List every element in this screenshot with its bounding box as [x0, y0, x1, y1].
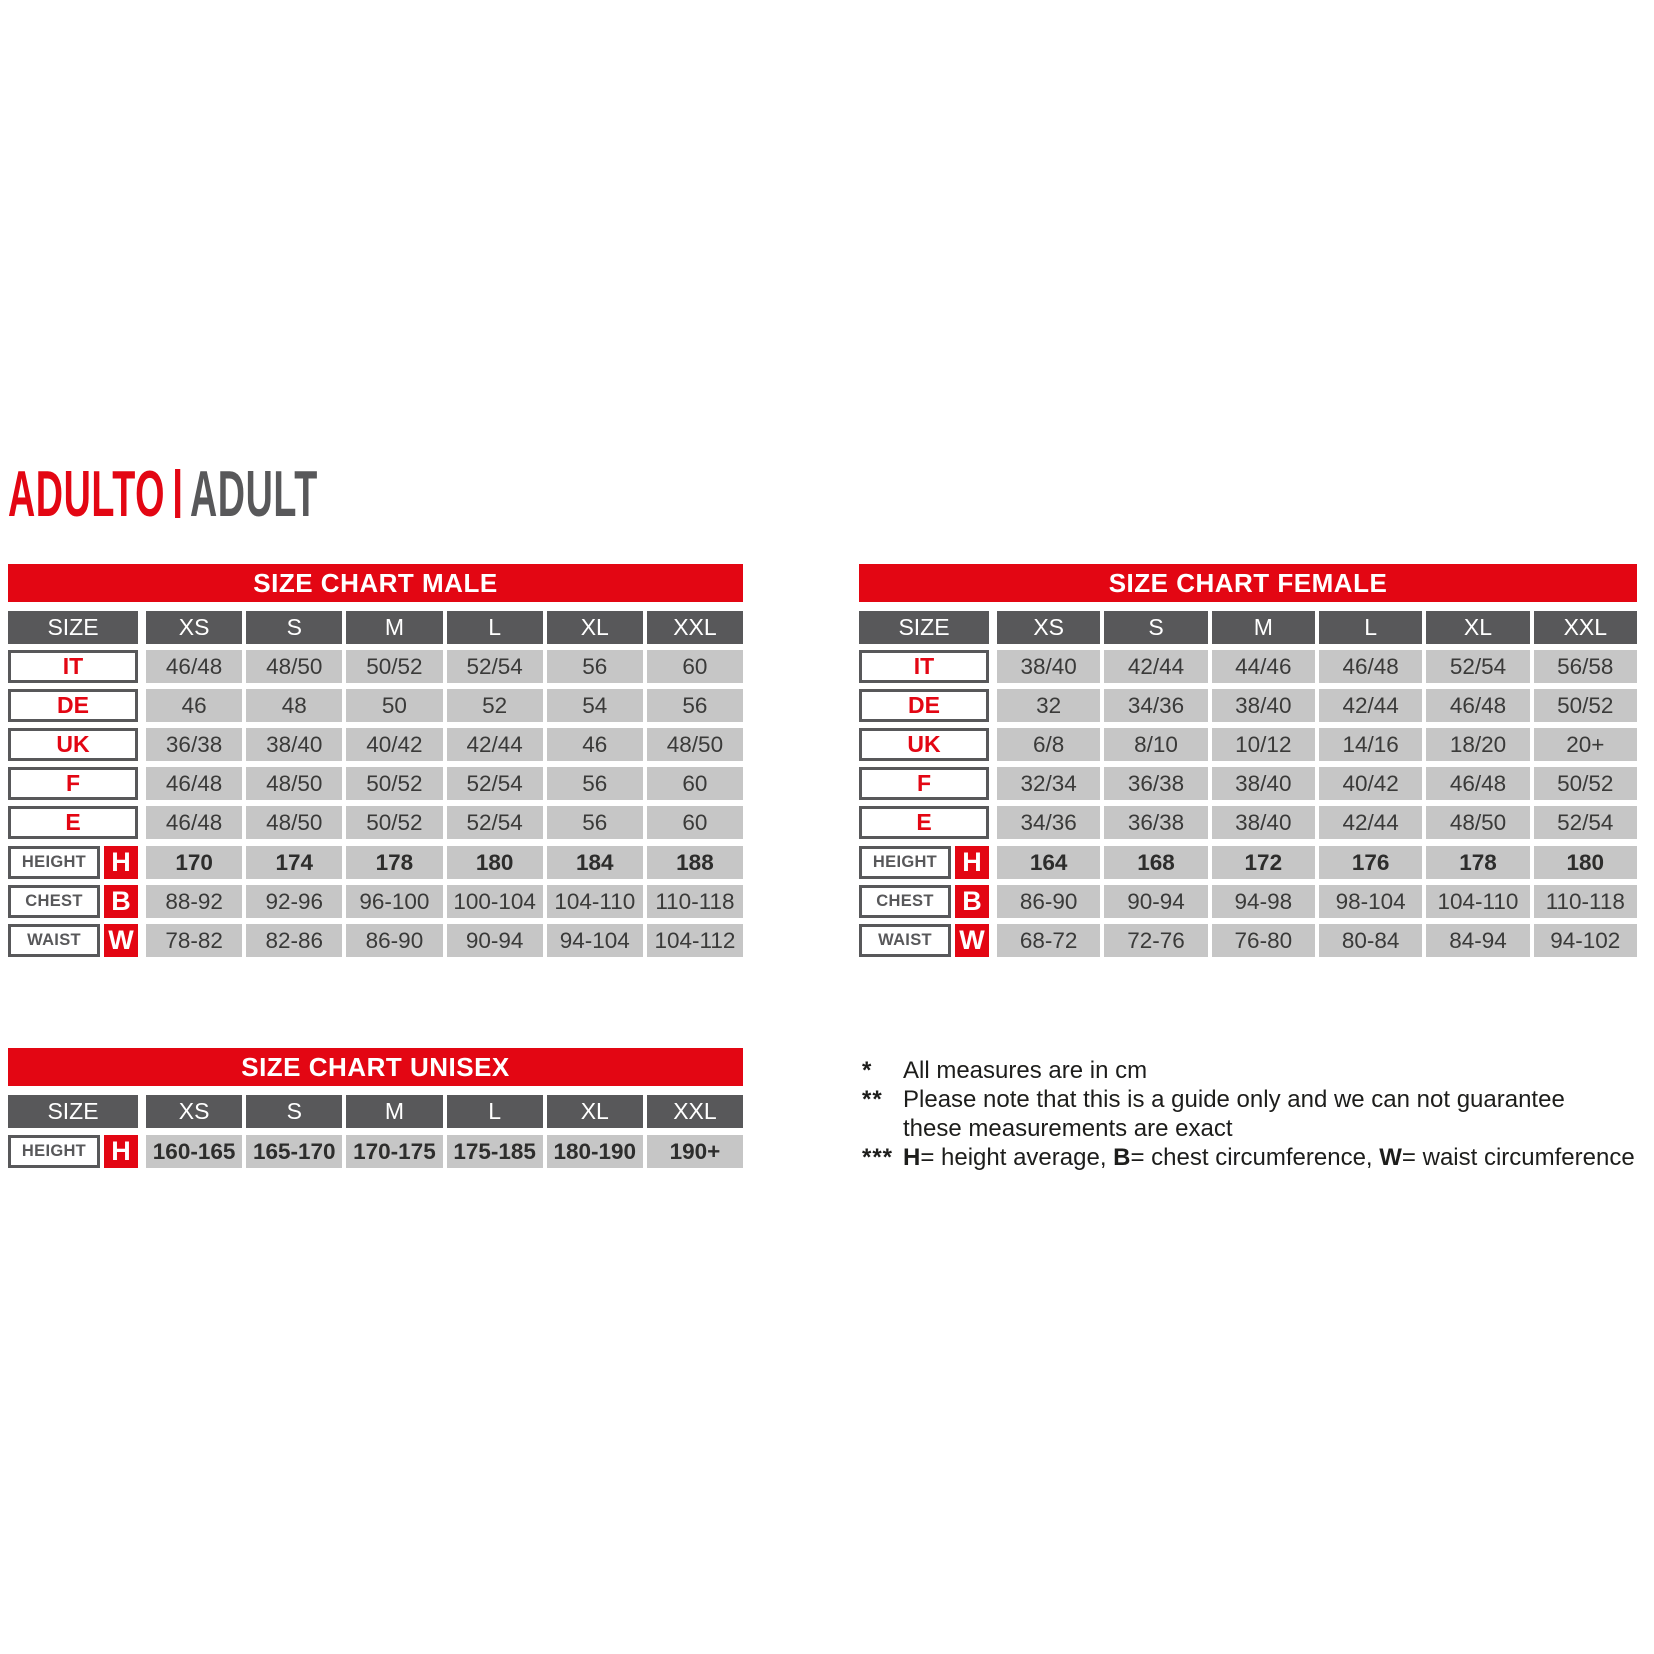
size-value-cell: 46/48	[146, 806, 242, 839]
size-region-label: DE	[859, 689, 989, 722]
footnote	[862, 1143, 1654, 1172]
measure-label-wrap	[859, 846, 989, 879]
footnote-text-part: = height average,	[920, 1144, 1114, 1171]
size-row	[859, 650, 1637, 683]
footnote-text	[903, 1056, 1654, 1085]
column-header-cell: XXL	[647, 611, 743, 644]
table-banner: SIZE CHART UNISEX	[8, 1048, 743, 1086]
measure-value-cell: 164	[997, 846, 1100, 879]
measure-label-wrap	[8, 924, 138, 957]
measure-value-cell: 180	[1534, 846, 1637, 879]
size-value-cell: 50/52	[1534, 767, 1637, 800]
footnote-text-part: All measures are in cm	[903, 1057, 1148, 1084]
size-chart-unisex	[8, 1048, 743, 1174]
measure-row-cells	[146, 846, 743, 879]
measure-label-wrap	[8, 885, 138, 918]
size-value-cell: 46	[146, 689, 242, 722]
measure-value-cell: 104-112	[647, 924, 743, 957]
size-value-cell: 50/52	[346, 767, 442, 800]
size-value-cell: 52/54	[1534, 806, 1637, 839]
footnote-marker: **	[862, 1086, 883, 1113]
column-header-cell: M	[346, 1095, 442, 1128]
measure-value-cell: 170	[146, 846, 242, 879]
measure-value-cell: 80-84	[1319, 924, 1422, 957]
size-value-cell: 42/44	[447, 728, 543, 761]
measure-value-cell: 172	[1212, 846, 1315, 879]
measure-value-cell: 84-94	[1426, 924, 1529, 957]
measure-letter-badge: B	[955, 885, 989, 918]
size-value-cell: 56	[547, 650, 643, 683]
size-value-cell: 36/38	[1104, 767, 1207, 800]
size-value-cell: 48/50	[647, 728, 743, 761]
measure-label-wrap	[859, 924, 989, 957]
size-value-cell: 56	[547, 806, 643, 839]
size-value-cell: 46/48	[146, 767, 242, 800]
size-row	[8, 650, 743, 683]
size-value-cell: 50/52	[346, 650, 442, 683]
measure-value-cell: 165-170	[246, 1135, 342, 1168]
size-value-cell: 50	[346, 689, 442, 722]
measure-value-cell: 86-90	[997, 885, 1100, 918]
measure-label: HEIGHT	[859, 846, 951, 879]
size-region-label: UK	[8, 728, 138, 761]
column-header-cell: XL	[1426, 611, 1529, 644]
footnote	[862, 1056, 1654, 1085]
size-value-cell: 46/48	[1426, 689, 1529, 722]
table-banner: SIZE CHART FEMALE	[859, 564, 1637, 602]
size-value-cell: 42/44	[1319, 689, 1422, 722]
footnote-text	[903, 1085, 1654, 1143]
size-column-header: SIZE	[8, 1095, 138, 1128]
measure-value-cell: 104-110	[547, 885, 643, 918]
measure-value-cell: 90-94	[1104, 885, 1207, 918]
title-divider	[175, 469, 180, 518]
size-value-cell: 40/42	[346, 728, 442, 761]
measure-value-cell: 110-118	[647, 885, 743, 918]
measure-value-cell: 180-190	[547, 1135, 643, 1168]
size-value-cell: 44/46	[1212, 650, 1315, 683]
size-row	[859, 806, 1637, 839]
page-title-secondary: ADULT	[190, 457, 318, 530]
measure-label: CHEST	[8, 885, 100, 918]
measure-letter-badge: H	[104, 846, 138, 879]
size-value-cell: 56/58	[1534, 650, 1637, 683]
column-header-cell: S	[246, 1095, 342, 1128]
measure-value-cell: 94-102	[1534, 924, 1637, 957]
measure-value-cell: 90-94	[447, 924, 543, 957]
measure-value-cell: 94-98	[1212, 885, 1315, 918]
measure-value-cell: 178	[346, 846, 442, 879]
size-value-cell: 10/12	[1212, 728, 1315, 761]
column-header-cell: XS	[146, 611, 242, 644]
measure-row-cells	[146, 924, 743, 957]
size-value-cell: 38/40	[997, 650, 1100, 683]
footnote-text-part: = chest circumference,	[1130, 1144, 1380, 1171]
size-column-header: SIZE	[859, 611, 989, 644]
size-value-cell: 60	[647, 806, 743, 839]
measure-label: HEIGHT	[8, 1135, 100, 1168]
footnote	[862, 1085, 1654, 1143]
measure-label-wrap	[859, 885, 989, 918]
measure-value-cell: 78-82	[146, 924, 242, 957]
measure-value-cell: 168	[1104, 846, 1207, 879]
measure-value-cell: 175-185	[447, 1135, 543, 1168]
footnote-text	[903, 1143, 1654, 1172]
column-header-cells	[146, 611, 743, 644]
column-header-cell: XS	[146, 1095, 242, 1128]
size-value-cell: 60	[647, 767, 743, 800]
size-region-label: IT	[859, 650, 989, 683]
size-value-cell: 38/40	[1212, 806, 1315, 839]
column-header-cell: L	[447, 1095, 543, 1128]
column-header-cell: M	[1212, 611, 1315, 644]
size-row	[8, 728, 743, 761]
size-column-header: SIZE	[8, 611, 138, 644]
size-value-cell: 50/52	[1534, 689, 1637, 722]
size-value-cell: 18/20	[1426, 728, 1529, 761]
measure-value-cell: 104-110	[1426, 885, 1529, 918]
size-value-cell: 8/10	[1104, 728, 1207, 761]
measure-section	[8, 1135, 743, 1168]
size-value-cell: 48/50	[246, 767, 342, 800]
size-value-cell: 48	[246, 689, 342, 722]
measure-value-cell: 180	[447, 846, 543, 879]
page-title-primary: ADULTO	[8, 457, 166, 530]
table-body	[8, 611, 743, 957]
measure-value-cell: 96-100	[346, 885, 442, 918]
measure-value-cell: 76-80	[1212, 924, 1315, 957]
footnote-key-letter: H	[903, 1144, 921, 1171]
size-value-cell: 36/38	[1104, 806, 1207, 839]
column-header-row	[8, 1095, 743, 1128]
size-row	[859, 767, 1637, 800]
measure-row-cells	[146, 1135, 743, 1168]
size-region-label: IT	[8, 650, 138, 683]
size-value-cell: 52/54	[447, 806, 543, 839]
measure-value-cell: 86-90	[346, 924, 442, 957]
column-header-cell: XL	[547, 611, 643, 644]
size-value-cell: 34/36	[1104, 689, 1207, 722]
measure-value-cell: 160-165	[146, 1135, 242, 1168]
size-value-cell: 46	[547, 728, 643, 761]
measure-row	[8, 885, 743, 918]
measure-value-cell: 110-118	[1534, 885, 1637, 918]
measure-value-cell: 176	[1319, 846, 1422, 879]
measure-label: WAIST	[8, 924, 100, 957]
measure-value-cell: 188	[647, 846, 743, 879]
size-value-cell: 40/42	[1319, 767, 1422, 800]
column-header-cell: XXL	[647, 1095, 743, 1128]
size-row	[859, 689, 1637, 722]
measure-row	[859, 924, 1637, 957]
measure-value-cell: 184	[547, 846, 643, 879]
measure-row-cells	[997, 924, 1637, 957]
measure-row-cells	[997, 885, 1637, 918]
measure-row-cells	[146, 885, 743, 918]
column-header-cell: M	[346, 611, 442, 644]
size-row	[8, 689, 743, 722]
size-value-cell: 38/40	[1212, 767, 1315, 800]
size-value-cell: 6/8	[997, 728, 1100, 761]
size-row-cells	[146, 689, 743, 722]
size-row-cells	[997, 806, 1637, 839]
size-region-label: UK	[859, 728, 989, 761]
size-row	[8, 806, 743, 839]
size-value-cell: 56	[647, 689, 743, 722]
footnote-marker: *	[862, 1057, 873, 1084]
measure-value-cell: 178	[1426, 846, 1529, 879]
size-value-cell: 32/34	[997, 767, 1100, 800]
size-value-cell: 60	[647, 650, 743, 683]
footnotes	[862, 1056, 1654, 1172]
measure-value-cell: 100-104	[447, 885, 543, 918]
column-header-cell: XXL	[1534, 611, 1637, 644]
column-header-cell: S	[246, 611, 342, 644]
measure-letter-badge: W	[104, 924, 138, 957]
footnote-marker: ***	[862, 1144, 894, 1171]
size-value-cell: 48/50	[1426, 806, 1529, 839]
size-row-cells	[146, 806, 743, 839]
table-body	[8, 1095, 743, 1168]
size-value-cell: 48/50	[246, 650, 342, 683]
size-value-cell: 52	[447, 689, 543, 722]
size-value-cell: 38/40	[246, 728, 342, 761]
size-value-cell: 46/48	[1319, 650, 1422, 683]
size-value-cell: 50/52	[346, 806, 442, 839]
footnote-line	[903, 1056, 1654, 1085]
size-row-cells	[997, 689, 1637, 722]
size-value-cell: 38/40	[1212, 689, 1315, 722]
size-value-cell: 14/16	[1319, 728, 1422, 761]
measure-row	[8, 1135, 743, 1168]
measure-letter-badge: H	[104, 1135, 138, 1168]
size-value-cell: 32	[997, 689, 1100, 722]
size-row-cells	[997, 767, 1637, 800]
size-row-cells	[146, 728, 743, 761]
table-body	[859, 611, 1637, 957]
column-header-cell: L	[1319, 611, 1422, 644]
measure-value-cell: 170-175	[346, 1135, 442, 1168]
measure-letter-badge: W	[955, 924, 989, 957]
measure-row-cells	[997, 846, 1637, 879]
measure-row	[8, 846, 743, 879]
measure-label-wrap	[8, 1135, 138, 1168]
size-row	[8, 767, 743, 800]
measure-value-cell: 72-76	[1104, 924, 1207, 957]
measure-letter-badge: B	[104, 885, 138, 918]
measure-value-cell: 92-96	[246, 885, 342, 918]
column-header-row	[859, 611, 1637, 644]
measure-value-cell: 190+	[647, 1135, 743, 1168]
size-row-cells	[997, 728, 1637, 761]
size-region-label: F	[8, 767, 138, 800]
measure-value-cell: 88-92	[146, 885, 242, 918]
size-row-cells	[997, 650, 1637, 683]
footnote-text-part: = waist circumference	[1401, 1144, 1635, 1171]
measure-row	[859, 885, 1637, 918]
footnote-text-part: Please note that this is a guide only and we can not guarantee	[903, 1086, 1565, 1113]
column-header-cell: L	[447, 611, 543, 644]
footnote-line	[903, 1114, 1654, 1143]
size-row-cells	[146, 767, 743, 800]
column-header-cells	[146, 1095, 743, 1128]
size-region-label: E	[859, 806, 989, 839]
size-value-cell: 46/48	[1426, 767, 1529, 800]
column-header-cell: XS	[997, 611, 1100, 644]
size-chart-male	[8, 564, 743, 963]
table-banner: SIZE CHART MALE	[8, 564, 743, 602]
size-region-label: F	[859, 767, 989, 800]
measure-row	[8, 924, 743, 957]
footnote-key-letter: B	[1113, 1144, 1131, 1171]
measure-letter-badge: H	[955, 846, 989, 879]
size-value-cell: 54	[547, 689, 643, 722]
footnote-line	[903, 1143, 1654, 1172]
measure-value-cell: 98-104	[1319, 885, 1422, 918]
measure-section	[8, 846, 743, 957]
measure-label: CHEST	[859, 885, 951, 918]
measure-label: HEIGHT	[8, 846, 100, 879]
size-value-cell: 56	[547, 767, 643, 800]
size-value-cell: 20+	[1534, 728, 1637, 761]
measure-label: WAIST	[859, 924, 951, 957]
size-value-cell: 42/44	[1104, 650, 1207, 683]
size-value-cell: 48/50	[246, 806, 342, 839]
measure-value-cell: 68-72	[997, 924, 1100, 957]
size-value-cell: 46/48	[146, 650, 242, 683]
size-value-cell: 42/44	[1319, 806, 1422, 839]
footnote-line	[903, 1085, 1654, 1114]
measure-row	[859, 846, 1637, 879]
column-header-cell: XL	[547, 1095, 643, 1128]
measure-label-wrap	[8, 846, 138, 879]
size-chart-female	[859, 564, 1637, 963]
footnote-key-letter: W	[1379, 1144, 1402, 1171]
size-row	[859, 728, 1637, 761]
measure-value-cell: 174	[246, 846, 342, 879]
size-region-label: DE	[8, 689, 138, 722]
size-value-cell: 52/54	[447, 650, 543, 683]
footnote-text-part: these measurements are exact	[903, 1115, 1233, 1142]
column-header-cell: S	[1104, 611, 1207, 644]
page-title	[8, 457, 318, 530]
size-value-cell: 52/54	[447, 767, 543, 800]
size-row-cells	[146, 650, 743, 683]
size-value-cell: 52/54	[1426, 650, 1529, 683]
column-header-cells	[997, 611, 1637, 644]
size-value-cell: 34/36	[997, 806, 1100, 839]
measure-section	[859, 846, 1637, 957]
size-region-label: E	[8, 806, 138, 839]
size-value-cell: 36/38	[146, 728, 242, 761]
column-header-row	[8, 611, 743, 644]
measure-value-cell: 82-86	[246, 924, 342, 957]
measure-value-cell: 94-104	[547, 924, 643, 957]
